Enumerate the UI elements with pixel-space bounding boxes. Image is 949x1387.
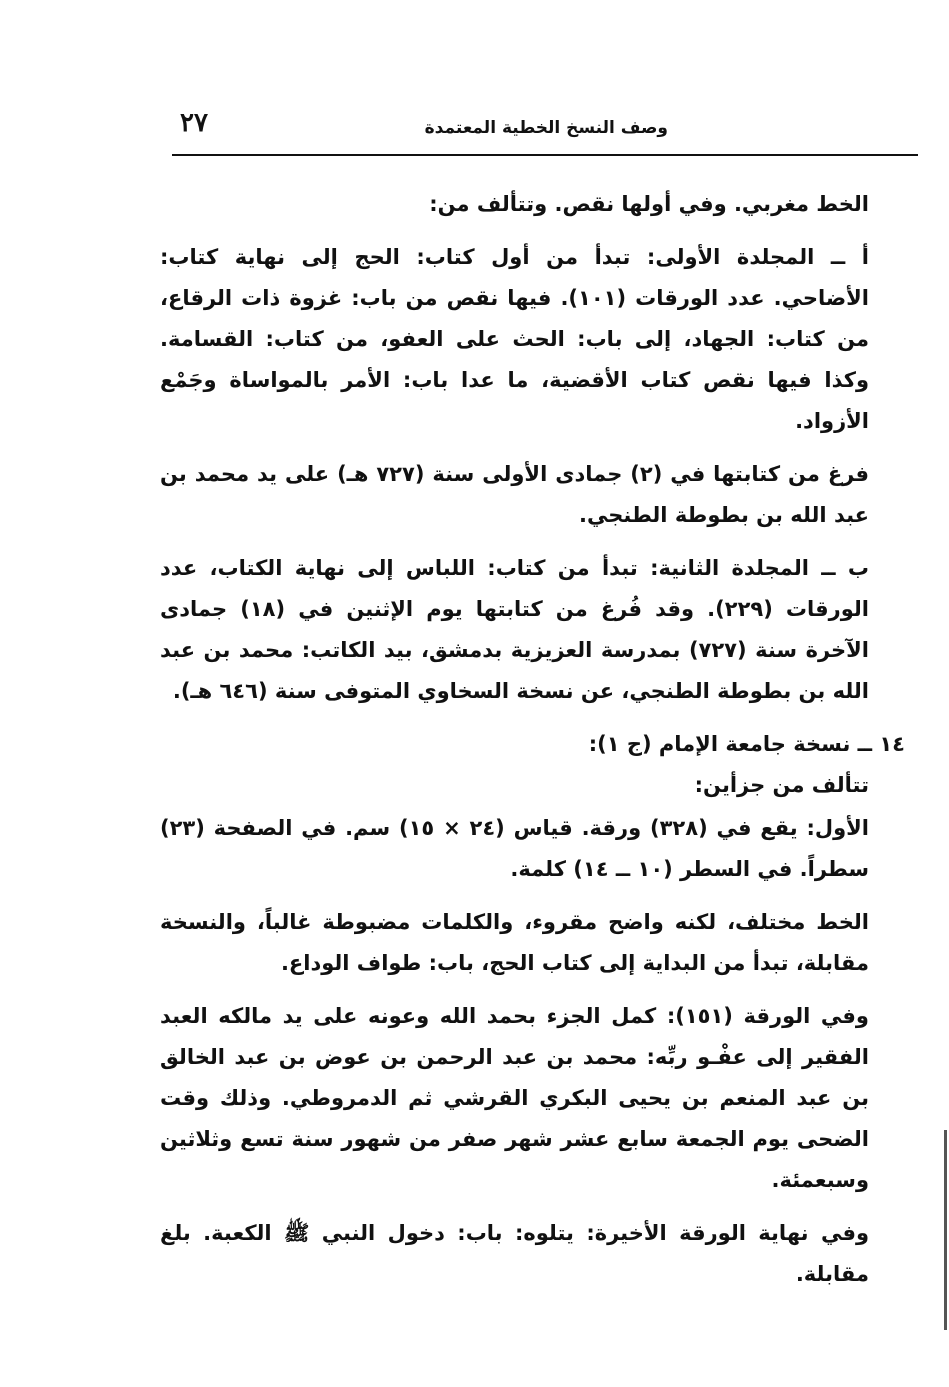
paragraph-script-quality: الخط مختلف، لكنه واضح مقروء، والكلمات مضبوطة غالباً، والنسخة مقابلة، تبدأ من البداية إلى كتاب الحج، باب: طواف الوداع. (160, 910, 869, 975)
paragraph-script-description: الخط مغربي. وفي أولها نقص. وتتألف من: (429, 192, 869, 216)
section-heading: ١٤ ــ نسخة جامعة الإمام (ج ١): (588, 732, 905, 756)
paragraph-volume-two: ب ــ المجلدة الثانية: تبدأ من كتاب: اللباس إلى نهاية الكتاب، عدد الورقات (٢٢٩). وقد فُرغ من كتابتها يوم الإثنين في (١٨) جمادى الآخرة سنة (٧٢٧) بمدرسة العزيزية بدمشق، بيد الكاتب: محمد بن عبد الله بن بطوطة الطنجي، عن نسخة السخاوي المتوفى سنة (٦٤٦ هـ). (160, 556, 870, 703)
first-part-label: الأول: (806, 816, 869, 840)
paragraph-first-part (160, 808, 905, 890)
scan-edge-mark (944, 1130, 947, 1330)
page-body (160, 184, 905, 1307)
paragraph-volume-one-colophon: فرغ من كتابتها في (٢) جمادى الأولى سنة (٧٢٧ هـ) على يد محمد بن عبد الله بن بطوطة الطنجي. (160, 462, 869, 527)
page-header (172, 104, 918, 156)
first-part-text: يقع في (٣٢٨) ورقة. قياس (٢٤ × ١٥) سم. في الصفحة (٢٣) سطراً. في السطر (١٠ ــ ١٤) كلمة. (160, 816, 869, 881)
running-title: وصف النسخ الخطية المعتمدة (424, 118, 668, 138)
page-number: ٢٧ (180, 108, 208, 138)
paragraph-volume-one: أ ــ المجلدة الأولى: تبدأ من أول كتاب: الحج إلى نهاية كتاب: الأضاحي. عدد الورقات (١٠١). فيها نقص من باب: غزوة ذات الرقاع، من كتاب: الجهاد، إلى باب: الحث على العفو، من كتاب: القسامة. وكذا فيها نقص كتاب الأقضية، ما عدا باب: الأمر بالمواساة وجَمْع الأزواد. (160, 245, 870, 433)
paragraph-colophon-151: وفي الورقة (١٥١): كمل الجزء بحمد الله وعونه على يد مالكه العبد الفقير إلى عفْـو ربِّه: محمد بن عبد الرحمن بن عوض بن عبد الخالق بن عبد المنعم بن يحيى البكري القرشي ثم الدمروطي. وذلك وقت الضحى يوم الجمعة سابع عشر شهر صفر من شهور سنة تسع وثلاثين وسبعمئة. (160, 1004, 869, 1192)
paragraph-last-folio: وفي نهاية الورقة الأخيرة: يتلوه: باب: دخول النبي ﷺ الكعبة. بلغ مقابلة. (160, 1221, 869, 1286)
paragraph-composition: تتألف من جزأين: (694, 773, 869, 797)
